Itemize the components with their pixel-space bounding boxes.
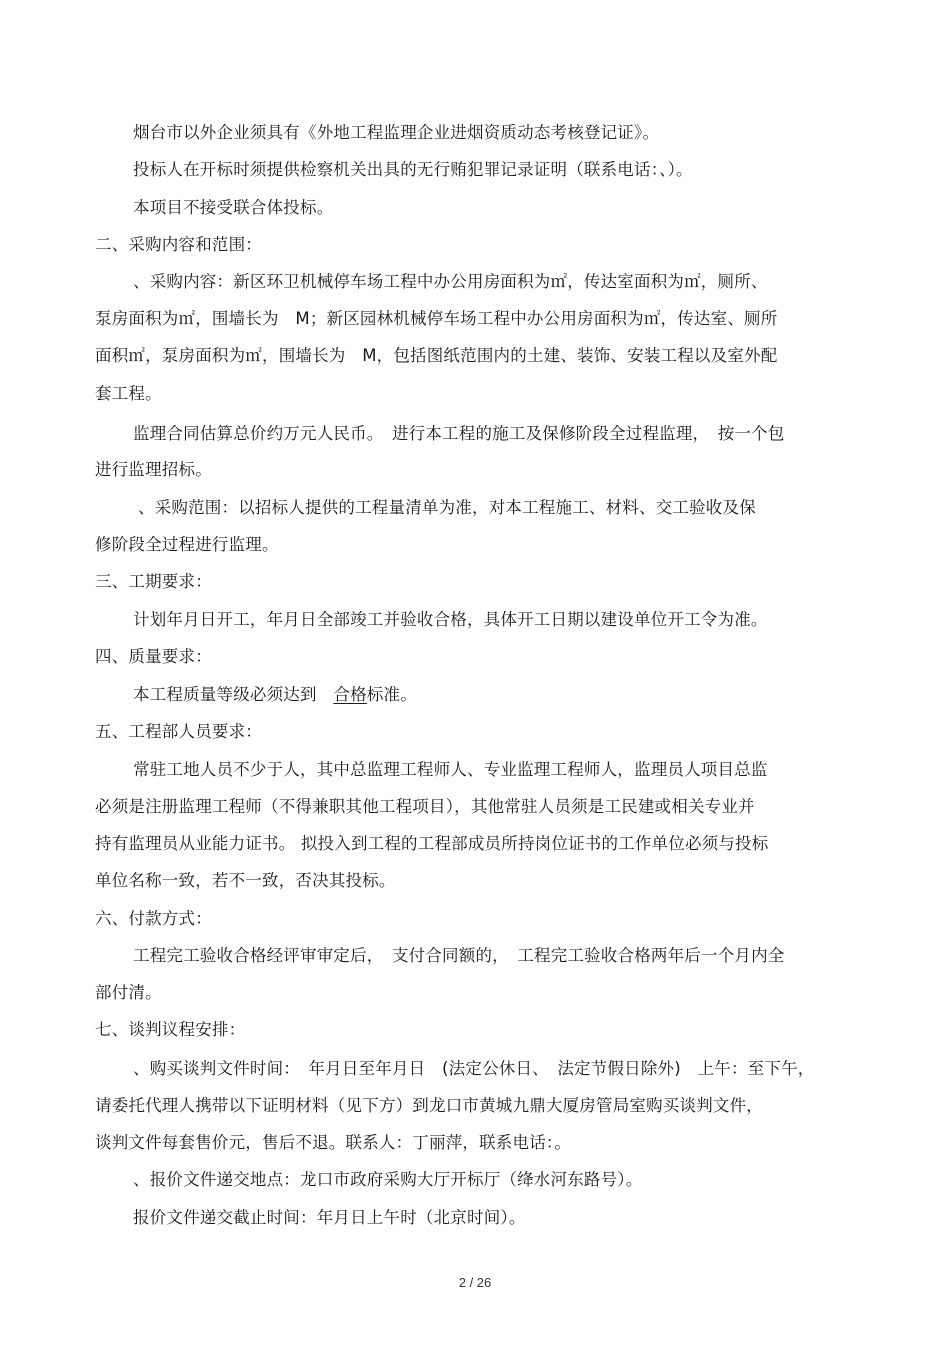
paragraph-line: 计划年月日开工，年月日全部竣工并验收合格，具体开工日期以建设单位开工令为准。 [133, 610, 768, 629]
paragraph-line: 、购买谈判文件时间： 年月日至年月日 (法定公休日、 法定节假日除外) 上午：至下午， [133, 1059, 815, 1078]
paragraph-line: 常驻工地人员不少于人，其中总监理工程师人、专业监理工程师人，监理员人项目总监 [133, 760, 768, 779]
paragraph-line: 烟台市以外企业须具有《外地工程监理企业进烟资质动态考核登记证》。 [133, 123, 660, 142]
paragraph-line: 部付清。 [95, 983, 162, 1002]
page-number: 2 / 26 [458, 1275, 492, 1290]
section-heading: 七、谈判议程安排： [95, 1020, 246, 1039]
paragraph-line: 修阶段全过程进行监理。 [95, 535, 279, 554]
paragraph-line: 进行监理招标。 [95, 460, 212, 479]
section-heading: 四、质量要求： [95, 647, 212, 666]
section-heading: 三、工期要求： [95, 572, 212, 591]
paragraph-line: 、报价文件递交地点：龙口市政府采购大厅开标厅（绛水河东路号）。 [133, 1170, 643, 1189]
quality-prefix: 本工程质量等级必须达到 [133, 685, 317, 704]
section-heading: 六、付款方式： [95, 909, 212, 928]
paragraph-line: 、采购内容：新区环卫机械停车场工程中办公用房面积为㎡，传达室面积为㎡，厕所、 [133, 272, 768, 291]
quality-line [133, 684, 417, 706]
quality-value: 合格 [333, 685, 367, 704]
paragraph-line: 报价文件递交截止时间：年月日上午时（北京时间）。 [133, 1208, 526, 1227]
section-heading: 五、工程部人员要求： [95, 722, 262, 741]
paragraph-line: 面积㎡，泵房面积为㎡，围墙长为 M，包括图纸范围内的土建、装饰、安装工程以及室外配 [95, 346, 778, 365]
paragraph-line: 必须是注册监理工程师（不得兼职其他工程项目），其他常驻人员须是工民建或相关专业并 [95, 797, 755, 816]
paragraph-line: 持有监理员从业能力证书。 拟投入到工程的工程部成员所持岗位证书的工作单位必须与投标 [95, 834, 769, 853]
paragraph-line: 泵房面积为㎡，围墙长为 M；新区园林机械停车场工程中办公用房面积为㎡，传达室、厕所 [95, 309, 778, 328]
paragraph-line: 投标人在开标时须提供检察机关出具的无行贿犯罪记录证明（联系电话：、）。 [133, 160, 693, 179]
paragraph-line: 、采购范围：以招标人提供的工程量清单为准，对本工程施工、材料、交工验收及保 [138, 498, 756, 517]
paragraph-line: 请委托代理人携带以下证明材料（见下方）到龙口市黄城九鼎大厦房管局室购买谈判文件， [95, 1096, 763, 1115]
paragraph-line: 套工程。 [95, 384, 162, 403]
section-heading: 二、采购内容和范围： [95, 235, 262, 254]
quality-suffix: 标准。 [366, 685, 417, 704]
paragraph-line: 单位名称一致，若不一致，否决其投标。 [95, 871, 396, 890]
paragraph-line: 监理合同估算总价约万元人民币。 进行本工程的施工及保修阶段全过程监理， 按一个包 [133, 424, 785, 443]
paragraph-line: 谈判文件每套售价元，售后不退。联系人：丁丽萍，联系电话：。 [95, 1133, 572, 1152]
paragraph-line: 工程完工验收合格经评审审定后， 支付合同额的， 工程完工验收合格两年后一个月内全 [133, 946, 785, 965]
paragraph-line: 本项目不接受联合体投标。 [133, 198, 334, 217]
